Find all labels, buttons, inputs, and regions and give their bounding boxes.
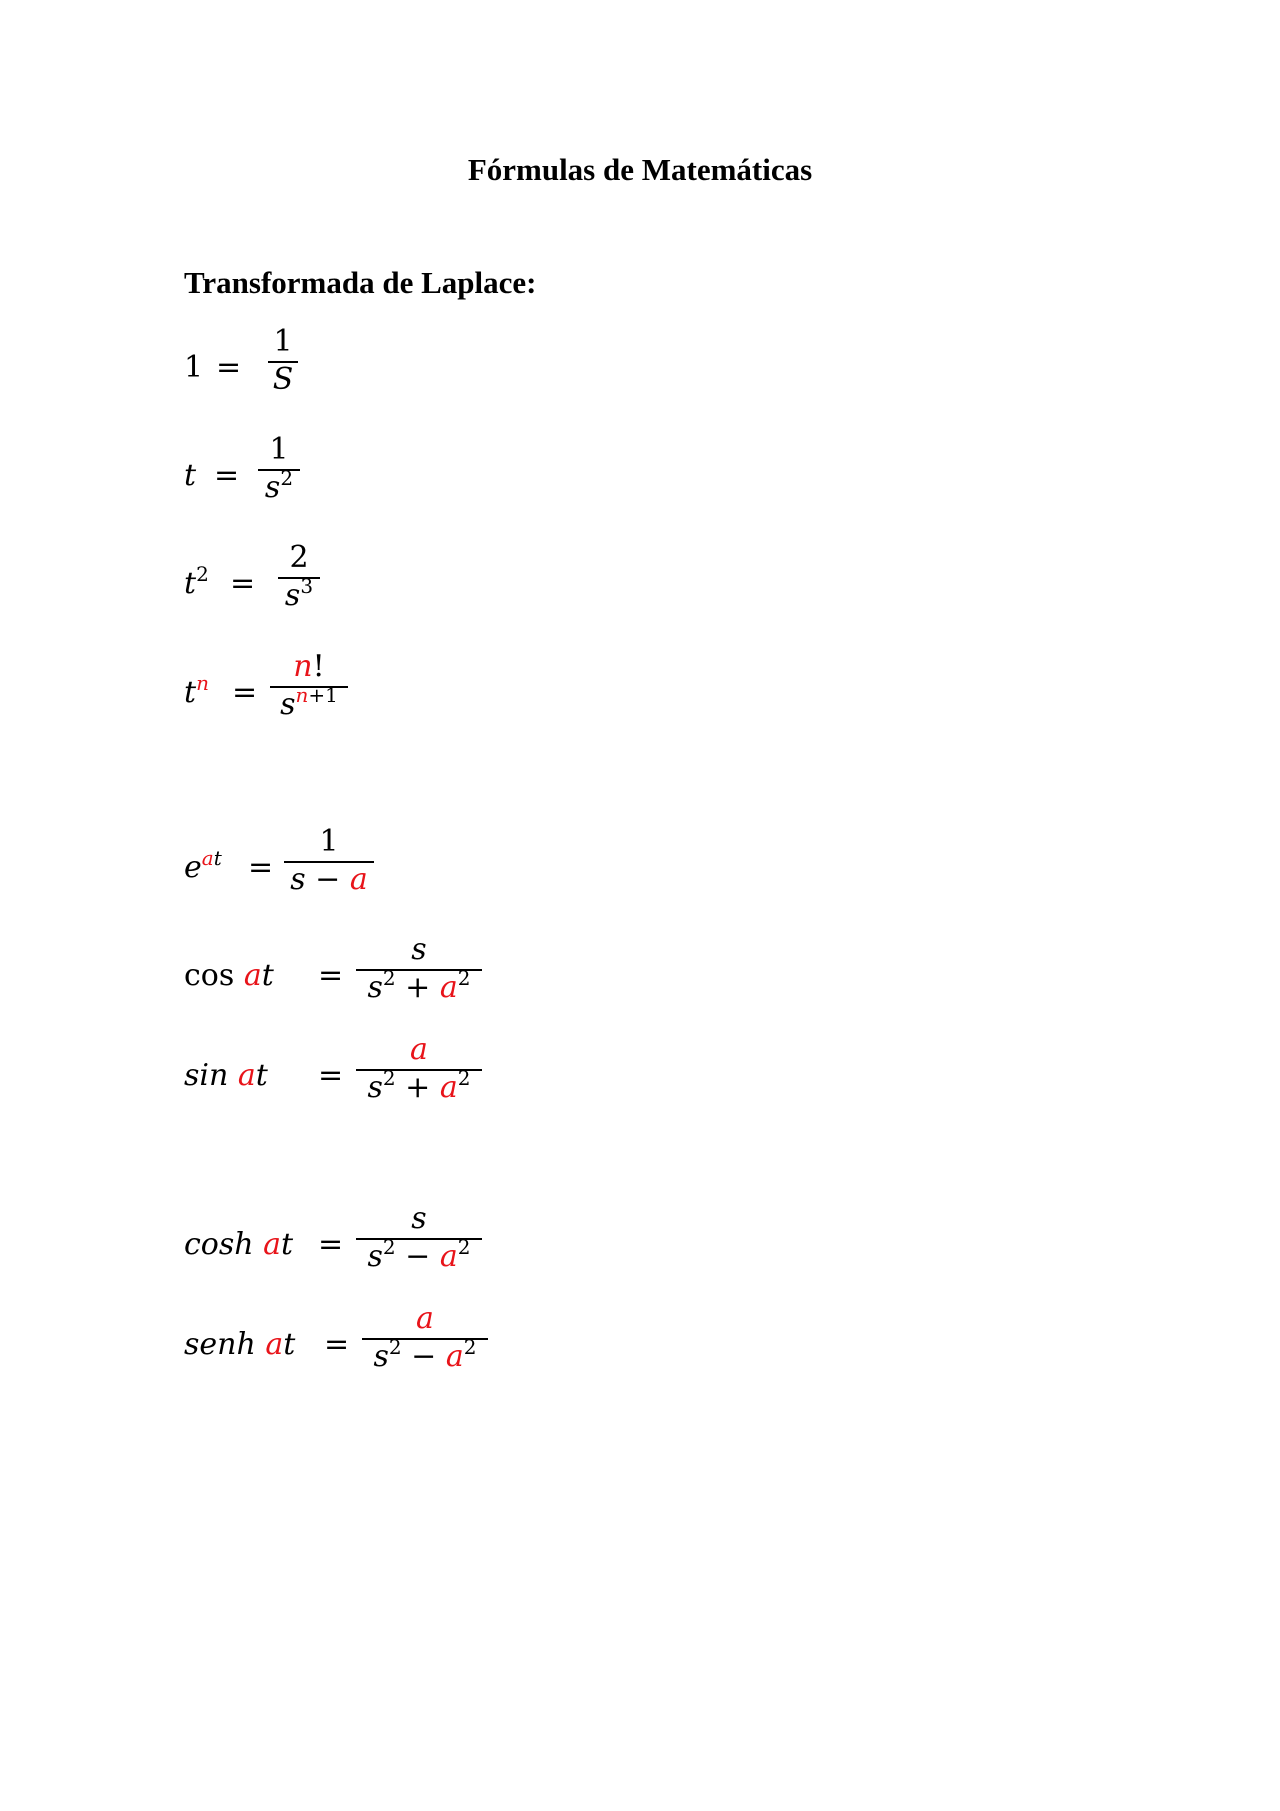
- formula-lhs: sin at: [184, 1058, 268, 1093]
- denominator: $s^2$: [264, 466, 294, 505]
- denominator: $s^2 + a^2$: [367, 1066, 471, 1105]
- formula-constant: [184, 325, 384, 415]
- equals-sign: =: [318, 958, 344, 993]
- numerator: 2: [289, 540, 309, 575]
- fraction: [284, 825, 374, 899]
- denominator: $s^{n+1}$: [280, 683, 338, 722]
- formula-lhs: 1: [184, 350, 204, 385]
- numerator: n!: [293, 649, 325, 684]
- numerator: a: [416, 1301, 434, 1336]
- equals-sign: =: [318, 1227, 344, 1262]
- denominator: S: [272, 362, 294, 397]
- formula-lhs: $e^{at}$: [184, 846, 222, 885]
- section-heading: Transformada de Laplace:: [184, 265, 537, 300]
- formula-hyperbolic-cosine: [184, 1202, 504, 1292]
- equals-sign: =: [232, 675, 258, 710]
- numerator: s: [411, 1201, 427, 1236]
- denominator: $s^3$: [284, 574, 314, 613]
- formula-sine: [184, 1033, 504, 1123]
- fraction: [362, 1302, 488, 1376]
- formula-lhs: senh at: [184, 1327, 296, 1362]
- fraction: [356, 1033, 482, 1107]
- equals-sign: =: [248, 850, 274, 885]
- formula-lhs: $t^n$: [184, 671, 209, 710]
- formula-lhs: $t^2$: [184, 562, 209, 601]
- numerator: 1: [269, 432, 289, 467]
- fraction: [356, 933, 482, 1007]
- equals-sign: =: [230, 566, 256, 601]
- equals-sign: =: [318, 1058, 344, 1093]
- equals-sign: =: [324, 1327, 350, 1362]
- formula-lhs: cos at: [184, 958, 274, 993]
- numerator: a: [410, 1032, 428, 1067]
- fraction: [278, 541, 320, 615]
- numerator: s: [411, 932, 427, 967]
- denominator: $s^2 - a^2$: [373, 1335, 477, 1374]
- denominator: $s^2 - a^2$: [367, 1235, 471, 1274]
- formula-hyperbolic-sine: [184, 1302, 504, 1392]
- equals-sign: =: [214, 458, 240, 493]
- fraction: [356, 1202, 482, 1276]
- fraction: [258, 433, 300, 507]
- formula-t: [184, 433, 384, 523]
- formula-lhs: t: [184, 458, 197, 493]
- formula-t-squared: [184, 541, 384, 631]
- document-title: Fórmulas de Matemáticas: [467, 152, 813, 187]
- equals-sign: =: [216, 350, 242, 385]
- denominator: $s^2 + a^2$: [367, 966, 471, 1005]
- fraction: [270, 650, 348, 724]
- formula-exponential: [184, 825, 434, 915]
- numerator: 1: [273, 324, 293, 359]
- fraction: [268, 325, 298, 399]
- denominator: s − a: [290, 862, 368, 897]
- numerator: 1: [319, 824, 339, 859]
- formula-cosine: [184, 933, 504, 1023]
- formula-lhs: cosh at: [184, 1227, 294, 1262]
- formula-t-power-n: [184, 650, 434, 740]
